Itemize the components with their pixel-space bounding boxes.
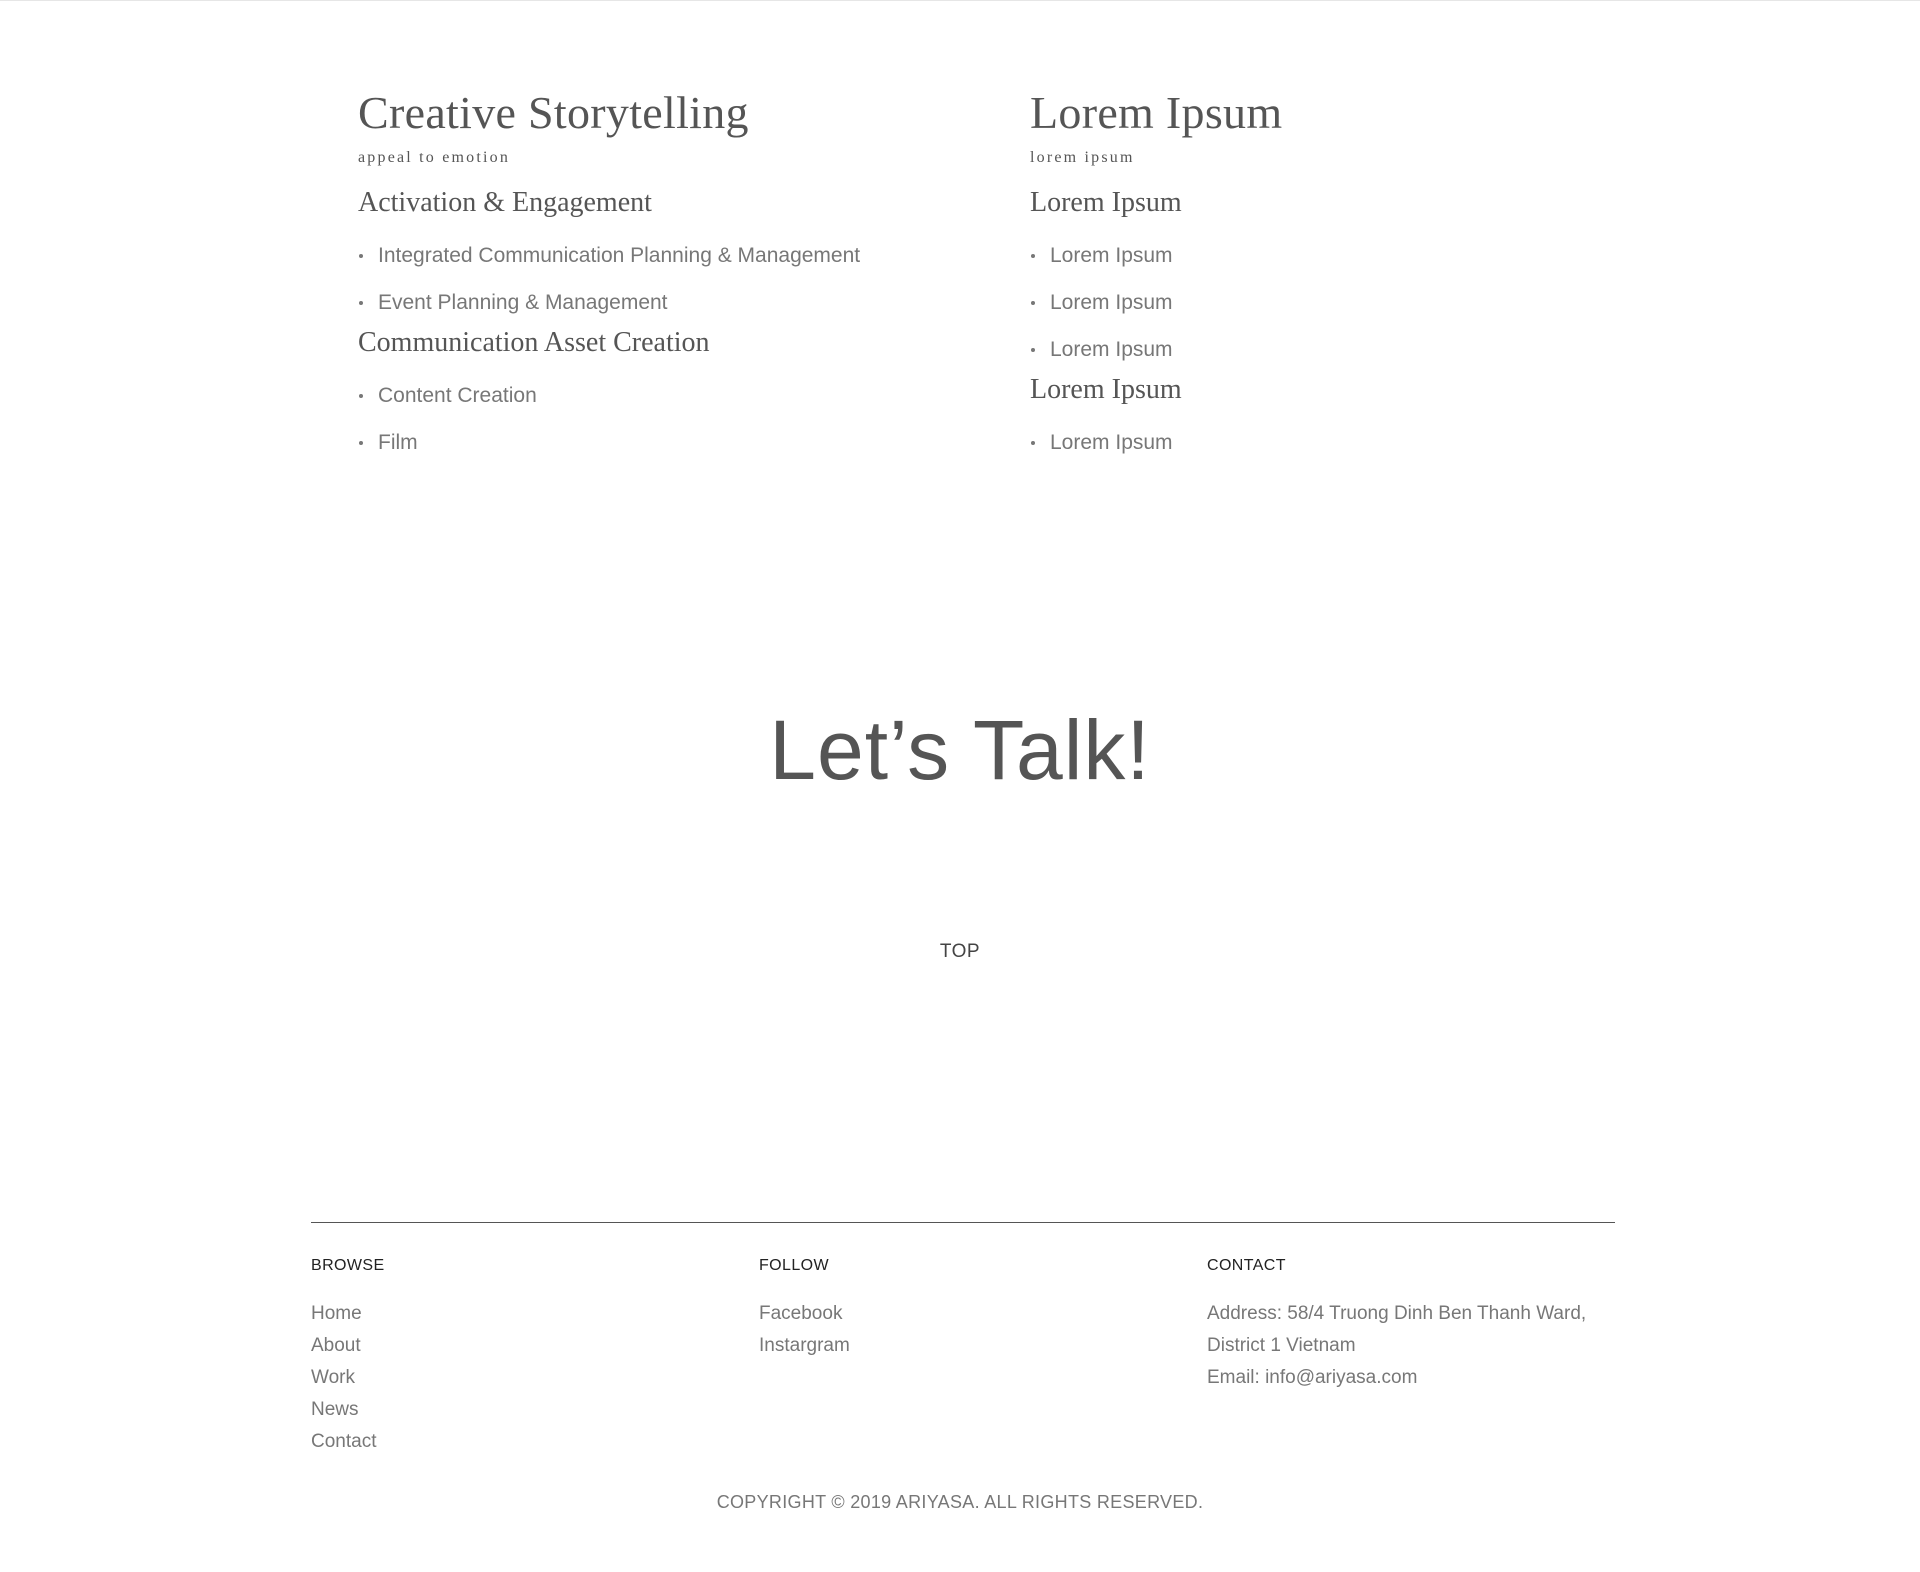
column-title: Creative Storytelling (358, 87, 749, 138)
back-to-top-link[interactable]: TOP (939, 941, 981, 962)
browse-links (311, 1298, 751, 1458)
footer-link-news[interactable]: News (311, 1399, 359, 1420)
service-list (358, 372, 998, 466)
footer-link-facebook[interactable]: Facebook (759, 1303, 843, 1324)
footer-follow (759, 1256, 1199, 1362)
footer-link-work[interactable]: Work (311, 1367, 355, 1388)
footer-link-home[interactable]: Home (311, 1303, 362, 1324)
list-item: Lorem Ipsum (1030, 326, 1670, 373)
contact-address-line-2: District 1 Vietnam (1207, 1335, 1356, 1356)
footer-browse (311, 1256, 751, 1458)
footer-link-contact[interactable]: Contact (311, 1431, 377, 1452)
contact-details (1207, 1298, 1647, 1394)
follow-links (759, 1298, 1199, 1362)
list-item: Film (358, 419, 998, 466)
copyright-text: COPYRIGHT © 2019 ARIYASA. ALL RIGHTS RESERVED. (716, 1492, 1204, 1512)
footer-divider (311, 1222, 1615, 1223)
service-list (358, 232, 998, 326)
services-column-right (1030, 86, 1670, 466)
list-item: Lorem Ipsum (1030, 232, 1670, 279)
top-divider (0, 0, 1920, 1)
group-title: Lorem Ipsum (1030, 374, 1182, 405)
footer-heading: BROWSE (311, 1257, 385, 1274)
column-title: Lorem Ipsum (1030, 87, 1283, 138)
list-item: Event Planning & Management (358, 279, 998, 326)
list-item: Content Creation (358, 372, 998, 419)
footer-link-instagram[interactable]: Instargram (759, 1335, 850, 1356)
footer-heading: FOLLOW (759, 1257, 829, 1274)
footer-link-about[interactable]: About (311, 1335, 361, 1356)
service-list (1030, 232, 1670, 373)
contact-address-line-1: Address: 58/4 Truong Dinh Ben Thanh Ward, (1207, 1303, 1587, 1324)
group-title: Activation & Engagement (358, 187, 652, 218)
service-list (1030, 419, 1670, 466)
footer-heading: CONTACT (1207, 1257, 1286, 1274)
column-tagline: lorem ipsum (1030, 149, 1135, 166)
contact-email[interactable]: Email: info@ariyasa.com (1207, 1367, 1418, 1388)
column-tagline: appeal to emotion (358, 149, 511, 166)
services-column-left (358, 86, 998, 466)
footer-contact (1207, 1256, 1647, 1394)
lets-talk-heading[interactable]: Let’s Talk! (769, 703, 1151, 797)
group-title: Communication Asset Creation (358, 327, 710, 358)
list-item: Integrated Communication Planning & Management (358, 232, 998, 279)
list-item: Lorem Ipsum (1030, 279, 1670, 326)
list-item: Lorem Ipsum (1030, 419, 1670, 466)
group-title: Lorem Ipsum (1030, 187, 1182, 218)
